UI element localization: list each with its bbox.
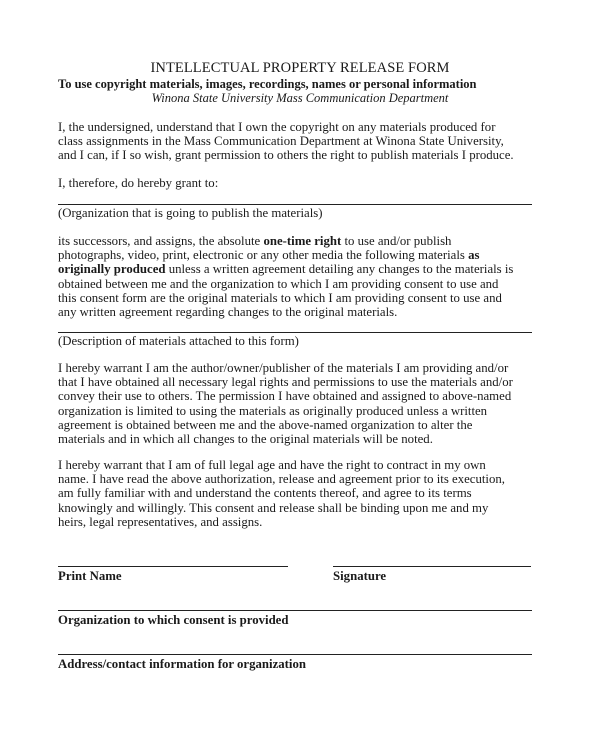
successors-line: its successors, and assigns, the absolute one-time right to use and/or publish	[58, 234, 452, 248]
department-name: Winona State University Mass Communication Department	[151, 91, 449, 105]
warrant-line: organization is limited to using the materials as originally produced unless a written	[58, 403, 488, 418]
successors-line: photographs, video, print, electronic or any other media the following materials as	[58, 248, 480, 263]
signature-label: Signature	[333, 569, 387, 583]
address-input-line[interactable]	[58, 654, 532, 655]
print-name-input-line[interactable]	[58, 566, 288, 567]
signature-input-line[interactable]	[333, 566, 531, 567]
warrant-line: that I have obtained all necessary legal rights and permissions to use the materials and/or	[58, 375, 513, 390]
successors-line: obtained between me and the organization to which I am providing consent to use and	[58, 276, 499, 291]
warrant-line: I hereby warrant I am the author/owner/publisher of the materials I am providing and/or	[58, 361, 509, 375]
intro-line: I, the undersigned, understand that I own the copyright on any materials produced for	[58, 120, 496, 134]
warrant-line: materials and in which all changes to the original materials will be noted.	[58, 432, 433, 447]
organization-consent-label: Organization to which consent is provided	[58, 613, 289, 627]
organization-consent-input-line[interactable]	[58, 610, 532, 611]
successors-line: originally produced unless a written agreement detailing any changes to the materials is	[58, 262, 514, 277]
intro-line: class assignments in the Mass Communication Department at Winona State University,	[58, 134, 504, 149]
form-title: INTELLECTUAL PROPERTY RELEASE FORM	[150, 60, 450, 76]
warrant-line: heirs, legal representatives, and assigns.	[58, 514, 263, 529]
intro-paragraph	[58, 120, 528, 163]
address-label: Address/contact information for organization	[58, 657, 306, 671]
materials-field-caption: (Description of materials attached to this form)	[58, 334, 299, 348]
grant-statement: I, therefore, do hereby grant to:	[58, 176, 219, 190]
warrant-line: am fully familiar with and understand the contents thereof, and agree to its terms	[58, 486, 472, 501]
form-subtitle: To use copyright materials, images, recordings, names or personal information	[58, 77, 477, 91]
warrant-line: name. I have read the above authorization, release and agreement prior to its execution,	[58, 472, 505, 487]
successors-paragraph	[58, 234, 538, 319]
materials-input-line[interactable]	[58, 332, 532, 333]
print-name-label: Print Name	[58, 569, 122, 583]
warrant-line: convey their use to others. The permission I have obtained and assigned to above-named	[58, 389, 512, 404]
warrant-line: I hereby warrant that I am of full legal age and have the right to contract in my own	[58, 458, 486, 472]
organization-input-line[interactable]	[58, 204, 532, 205]
warrant-line: knowingly and willingly. This consent and release shall be binding upon me and my	[58, 500, 489, 515]
warrant-line: agreement is obtained between me and the above-named organization to alter the	[58, 417, 473, 432]
successors-line: this consent form are the original materials to which I am providing consent to use and	[58, 290, 502, 305]
warrant-paragraph-2	[58, 458, 538, 529]
intro-line: and I can, if I so wish, grant permission to others the right to publish materials I produce.	[58, 148, 514, 163]
organization-field-caption: (Organization that is going to publish the materials)	[58, 206, 323, 220]
warrant-paragraph-1	[58, 361, 538, 446]
successors-line: any written agreement regarding changes to the original materials.	[58, 305, 398, 320]
